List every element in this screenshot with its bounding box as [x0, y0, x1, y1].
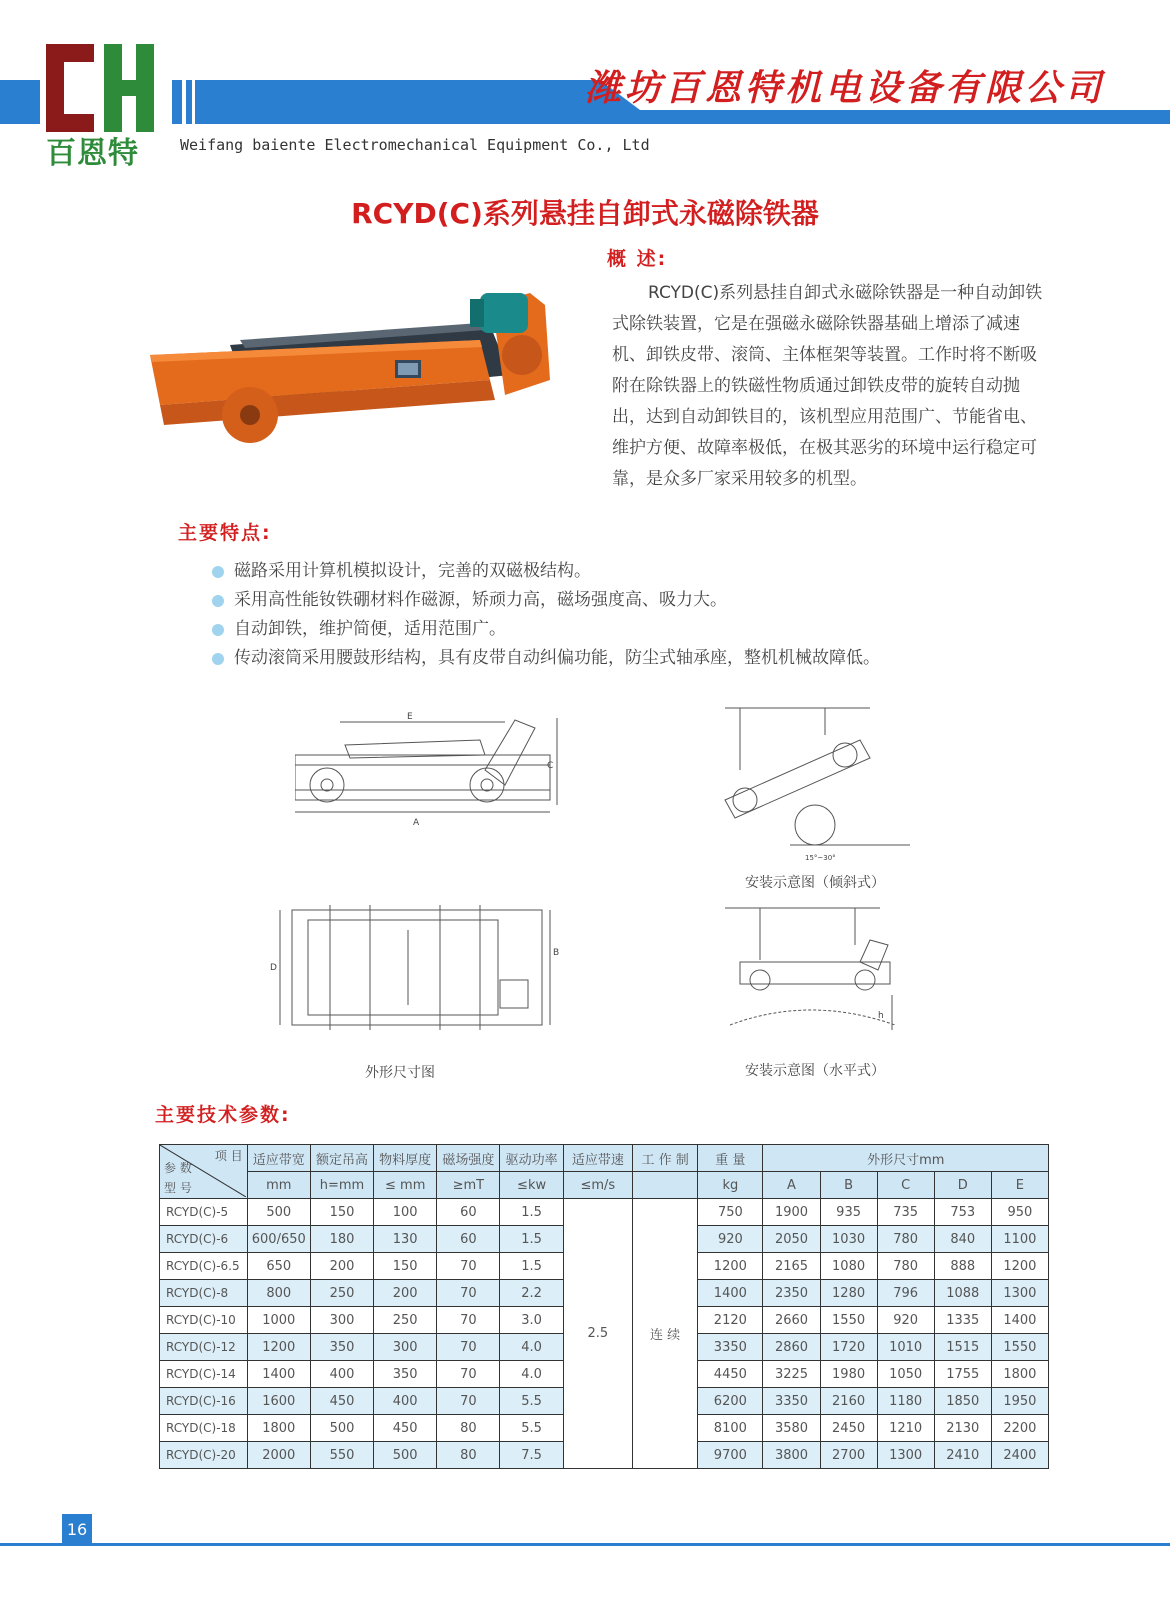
- table-cell: 450: [374, 1415, 437, 1442]
- side-elevation-drawing: [295, 710, 575, 845]
- table-cell: 735: [877, 1199, 934, 1226]
- dim-col-header: D: [934, 1172, 991, 1199]
- table-cell: 750: [698, 1199, 763, 1226]
- angle-label: 15°~30°: [805, 854, 836, 862]
- table-cell: 4450: [698, 1361, 763, 1388]
- table-cell: 400: [374, 1388, 437, 1415]
- table-cell: 2700: [820, 1442, 877, 1469]
- table-cell: 1550: [991, 1334, 1048, 1361]
- table-cell: 796: [877, 1280, 934, 1307]
- table-cell: RCYD(C)-20: [160, 1442, 248, 1469]
- table-cell: 780: [877, 1226, 934, 1253]
- params-heading: 主要技术参数:: [155, 1104, 291, 1126]
- feature-item: [210, 586, 880, 615]
- dim-label-b: B: [553, 948, 560, 958]
- unit-header: ≤ mm: [374, 1172, 437, 1199]
- table-cell: 1335: [934, 1307, 991, 1334]
- table-cell: 1900: [763, 1199, 820, 1226]
- caption-horizontal: 安装示意图（水平式）: [745, 1063, 885, 1079]
- table-cell: 840: [934, 1226, 991, 1253]
- table-cell: 150: [310, 1199, 373, 1226]
- table-cell: 1200: [247, 1334, 310, 1361]
- bullet-icon: [212, 566, 224, 578]
- table-cell: RCYD(C)-6: [160, 1226, 248, 1253]
- dim-label-h: h: [878, 1011, 884, 1021]
- feature-text: 采用高性能钕铁硼材料作磁源，矫顽力高，磁场强度高、吸力大。: [234, 590, 727, 610]
- logo-text: 百恩特: [46, 136, 139, 171]
- table-cell: RCYD(C)-5: [160, 1199, 248, 1226]
- col-header: 额定吊高: [310, 1145, 373, 1172]
- footer-line: [0, 1543, 1170, 1546]
- table-cell: 200: [374, 1280, 437, 1307]
- table-cell: 753: [934, 1199, 991, 1226]
- company-name-en: Weifang baiente Electromechanical Equipment Co., Ltd: [180, 136, 650, 154]
- unit-header: ≤m/s: [563, 1172, 632, 1199]
- table-cell: 1600: [247, 1388, 310, 1415]
- table-cell: 7.5: [500, 1442, 563, 1469]
- table-cell: 1.5: [500, 1226, 563, 1253]
- table-cell: 1950: [991, 1388, 1048, 1415]
- table-cell: 1515: [934, 1334, 991, 1361]
- col-header: 重 量: [698, 1145, 763, 1172]
- table-cell: 1200: [698, 1253, 763, 1280]
- table-cell: 250: [374, 1307, 437, 1334]
- table-cell: 2.5: [563, 1199, 632, 1469]
- table-cell: 180: [310, 1226, 373, 1253]
- table-cell: 4.0: [500, 1361, 563, 1388]
- table-cell: 1088: [934, 1280, 991, 1307]
- table-cell: 2200: [991, 1415, 1048, 1442]
- corner-cell: [160, 1145, 248, 1199]
- unit-header: mm: [247, 1172, 310, 1199]
- dim-col-header: E: [991, 1172, 1048, 1199]
- dim-label-c: C: [547, 761, 554, 771]
- table-cell: 200: [310, 1253, 373, 1280]
- table-cell: 1400: [991, 1307, 1048, 1334]
- table-cell: 1720: [820, 1334, 877, 1361]
- col-header: 工 作 制: [633, 1145, 698, 1172]
- table-cell: 1550: [820, 1307, 877, 1334]
- table-cell: 2450: [820, 1415, 877, 1442]
- corner-bottom-label: 型 号: [164, 1181, 192, 1195]
- table-cell: 500: [310, 1415, 373, 1442]
- table-cell: 888: [934, 1253, 991, 1280]
- table-cell: 80: [437, 1415, 500, 1442]
- table-cell: RCYD(C)-12: [160, 1334, 248, 1361]
- table-cell: 1100: [991, 1226, 1048, 1253]
- features-list: [210, 557, 880, 673]
- table-cell: 780: [877, 1253, 934, 1280]
- table-cell: 650: [247, 1253, 310, 1280]
- feature-text: 自动卸铁，维护简便，适用范围广。: [234, 619, 506, 639]
- feature-text: 传动滚筒采用腰鼓形结构，具有皮带自动纠偏功能，防尘式轴承座，整机机械故障低。: [234, 648, 880, 668]
- table-cell: 5.5: [500, 1415, 563, 1442]
- table-cell: 70: [437, 1334, 500, 1361]
- table-cell: 600/650: [247, 1226, 310, 1253]
- table-cell: 450: [310, 1388, 373, 1415]
- table-cell: 935: [820, 1199, 877, 1226]
- plan-view-drawing: [270, 900, 570, 1035]
- table-cell: 1400: [247, 1361, 310, 1388]
- page-title: RCYD(C)系列悬挂自卸式永磁除铁器: [351, 197, 819, 230]
- table-cell: 2860: [763, 1334, 820, 1361]
- table-cell: 1200: [991, 1253, 1048, 1280]
- table-cell: 3225: [763, 1361, 820, 1388]
- table-cell: 70: [437, 1388, 500, 1415]
- product-photo: [150, 285, 590, 455]
- table-cell: 连 续: [633, 1199, 698, 1469]
- table-cell: 1010: [877, 1334, 934, 1361]
- table-cell: RCYD(C)-18: [160, 1415, 248, 1442]
- table-cell: 9700: [698, 1442, 763, 1469]
- table-cell: 500: [247, 1199, 310, 1226]
- table-cell: 150: [374, 1253, 437, 1280]
- params-table: [159, 1144, 1049, 1469]
- unit-header: kg: [698, 1172, 763, 1199]
- table-cell: 550: [310, 1442, 373, 1469]
- inclined-install-drawing: [720, 700, 920, 865]
- table-cell: RCYD(C)-16: [160, 1388, 248, 1415]
- table-row: [160, 1199, 1049, 1226]
- dim-col-header: B: [820, 1172, 877, 1199]
- overview-heading: 概 述:: [607, 248, 668, 270]
- table-cell: 70: [437, 1253, 500, 1280]
- table-body: [160, 1199, 1049, 1469]
- dim-group-header: 外形尺寸mm: [763, 1145, 1049, 1172]
- table-cell: 920: [877, 1307, 934, 1334]
- table-cell: 1.5: [500, 1253, 563, 1280]
- table-unit-row: [160, 1172, 1049, 1199]
- col-header: 驱动功率: [500, 1145, 563, 1172]
- table-cell: 350: [310, 1334, 373, 1361]
- table-cell: 1300: [991, 1280, 1048, 1307]
- table-cell: 250: [310, 1280, 373, 1307]
- table-cell: 1755: [934, 1361, 991, 1388]
- table-cell: 60: [437, 1199, 500, 1226]
- dim-col-header: C: [877, 1172, 934, 1199]
- table-cell: 1800: [991, 1361, 1048, 1388]
- table-cell: 70: [437, 1307, 500, 1334]
- table-cell: 3.0: [500, 1307, 563, 1334]
- table-cell: RCYD(C)-8: [160, 1280, 248, 1307]
- col-header: 磁场强度: [437, 1145, 500, 1172]
- table-cell: 800: [247, 1280, 310, 1307]
- table-cell: 2130: [934, 1415, 991, 1442]
- table-cell: 2410: [934, 1442, 991, 1469]
- unit-header: ≥mT: [437, 1172, 500, 1199]
- company-name-cn: 潍坊百恩特机电设备有限公司: [585, 67, 1106, 109]
- table-cell: 920: [698, 1226, 763, 1253]
- unit-header: h=mm: [310, 1172, 373, 1199]
- table-cell: 2400: [991, 1442, 1048, 1469]
- dim-label-e: E: [407, 712, 413, 722]
- table-cell: 2165: [763, 1253, 820, 1280]
- col-header: 适应带宽: [247, 1145, 310, 1172]
- table-header-row: [160, 1145, 1049, 1172]
- table-cell: 2000: [247, 1442, 310, 1469]
- table-cell: 6200: [698, 1388, 763, 1415]
- table-cell: 80: [437, 1442, 500, 1469]
- table-cell: 4.0: [500, 1334, 563, 1361]
- table-cell: 2050: [763, 1226, 820, 1253]
- table-cell: 1.5: [500, 1199, 563, 1226]
- feature-item: [210, 644, 880, 673]
- col-header: 适应带速: [563, 1145, 632, 1172]
- table-cell: 1400: [698, 1280, 763, 1307]
- table-cell: 300: [374, 1334, 437, 1361]
- features-heading: 主要特点:: [178, 522, 272, 544]
- table-cell: 1000: [247, 1307, 310, 1334]
- table-cell: 2660: [763, 1307, 820, 1334]
- table-cell: 950: [991, 1199, 1048, 1226]
- table-cell: 1300: [877, 1442, 934, 1469]
- table-cell: 1800: [247, 1415, 310, 1442]
- dim-label-d: D: [270, 963, 277, 973]
- unit-header: ≤kw: [500, 1172, 563, 1199]
- feature-item: [210, 557, 880, 586]
- dim-label-a: A: [413, 818, 420, 828]
- table-cell: 500: [374, 1442, 437, 1469]
- caption-outline: 外形尺寸图: [365, 1065, 435, 1081]
- page-number: 16: [62, 1514, 92, 1546]
- corner-top-label: 项 目: [214, 1149, 243, 1163]
- table-cell: 3580: [763, 1415, 820, 1442]
- bullet-icon: [212, 653, 224, 665]
- table-cell: 2160: [820, 1388, 877, 1415]
- table-cell: 2120: [698, 1307, 763, 1334]
- table-cell: 300: [310, 1307, 373, 1334]
- col-header: 物料厚度: [374, 1145, 437, 1172]
- table-cell: 60: [437, 1226, 500, 1253]
- table-cell: 100: [374, 1199, 437, 1226]
- table-cell: 1980: [820, 1361, 877, 1388]
- table-cell: 1280: [820, 1280, 877, 1307]
- bullet-icon: [212, 595, 224, 607]
- table-cell: 70: [437, 1280, 500, 1307]
- dim-col-header: A: [763, 1172, 820, 1199]
- table-cell: RCYD(C)-14: [160, 1361, 248, 1388]
- caption-inclined: 安装示意图（倾斜式）: [745, 875, 885, 891]
- feature-item: [210, 615, 880, 644]
- table-cell: 1210: [877, 1415, 934, 1442]
- table-cell: 3350: [698, 1334, 763, 1361]
- table-cell: 2350: [763, 1280, 820, 1307]
- table-cell: 3800: [763, 1442, 820, 1469]
- table-cell: RCYD(C)-10: [160, 1307, 248, 1334]
- table-cell: 8100: [698, 1415, 763, 1442]
- table-cell: 2.2: [500, 1280, 563, 1307]
- table-cell: 5.5: [500, 1388, 563, 1415]
- table-cell: 350: [374, 1361, 437, 1388]
- table-cell: 1180: [877, 1388, 934, 1415]
- table-cell: 1030: [820, 1226, 877, 1253]
- table-cell: 1080: [820, 1253, 877, 1280]
- table-cell: 400: [310, 1361, 373, 1388]
- corner-mid-label: 参 数: [164, 1161, 192, 1175]
- table-cell: RCYD(C)-6.5: [160, 1253, 248, 1280]
- horizontal-install-drawing: [720, 900, 920, 1040]
- table-cell: 70: [437, 1361, 500, 1388]
- overview-paragraph: RCYD(C)系列悬挂自卸式永磁除铁器是一种自动卸铁式除铁装置，它是在强磁永磁除铁器基础上增添了减速机、卸铁皮带、滚筒、主体框架等装置。工作时将不断吸附在除铁器上的铁磁性物质通过卸铁皮带的旋转自动抛出，达到自动卸铁目的，该机型应用范围广、节能省电、维护方便、故障率极低，在极其恶劣的环境中运行稳定可靠，是众多厂家采用较多的机型。: [612, 283, 1043, 489]
- table-cell: 130: [374, 1226, 437, 1253]
- overview-text: [612, 278, 1052, 495]
- unit-header: [633, 1172, 698, 1199]
- table-cell: 1050: [877, 1361, 934, 1388]
- feature-text: 磁路采用计算机模拟设计，完善的双磁极结构。: [234, 561, 591, 581]
- table-cell: 3350: [763, 1388, 820, 1415]
- table-cell: 1850: [934, 1388, 991, 1415]
- bullet-icon: [212, 624, 224, 636]
